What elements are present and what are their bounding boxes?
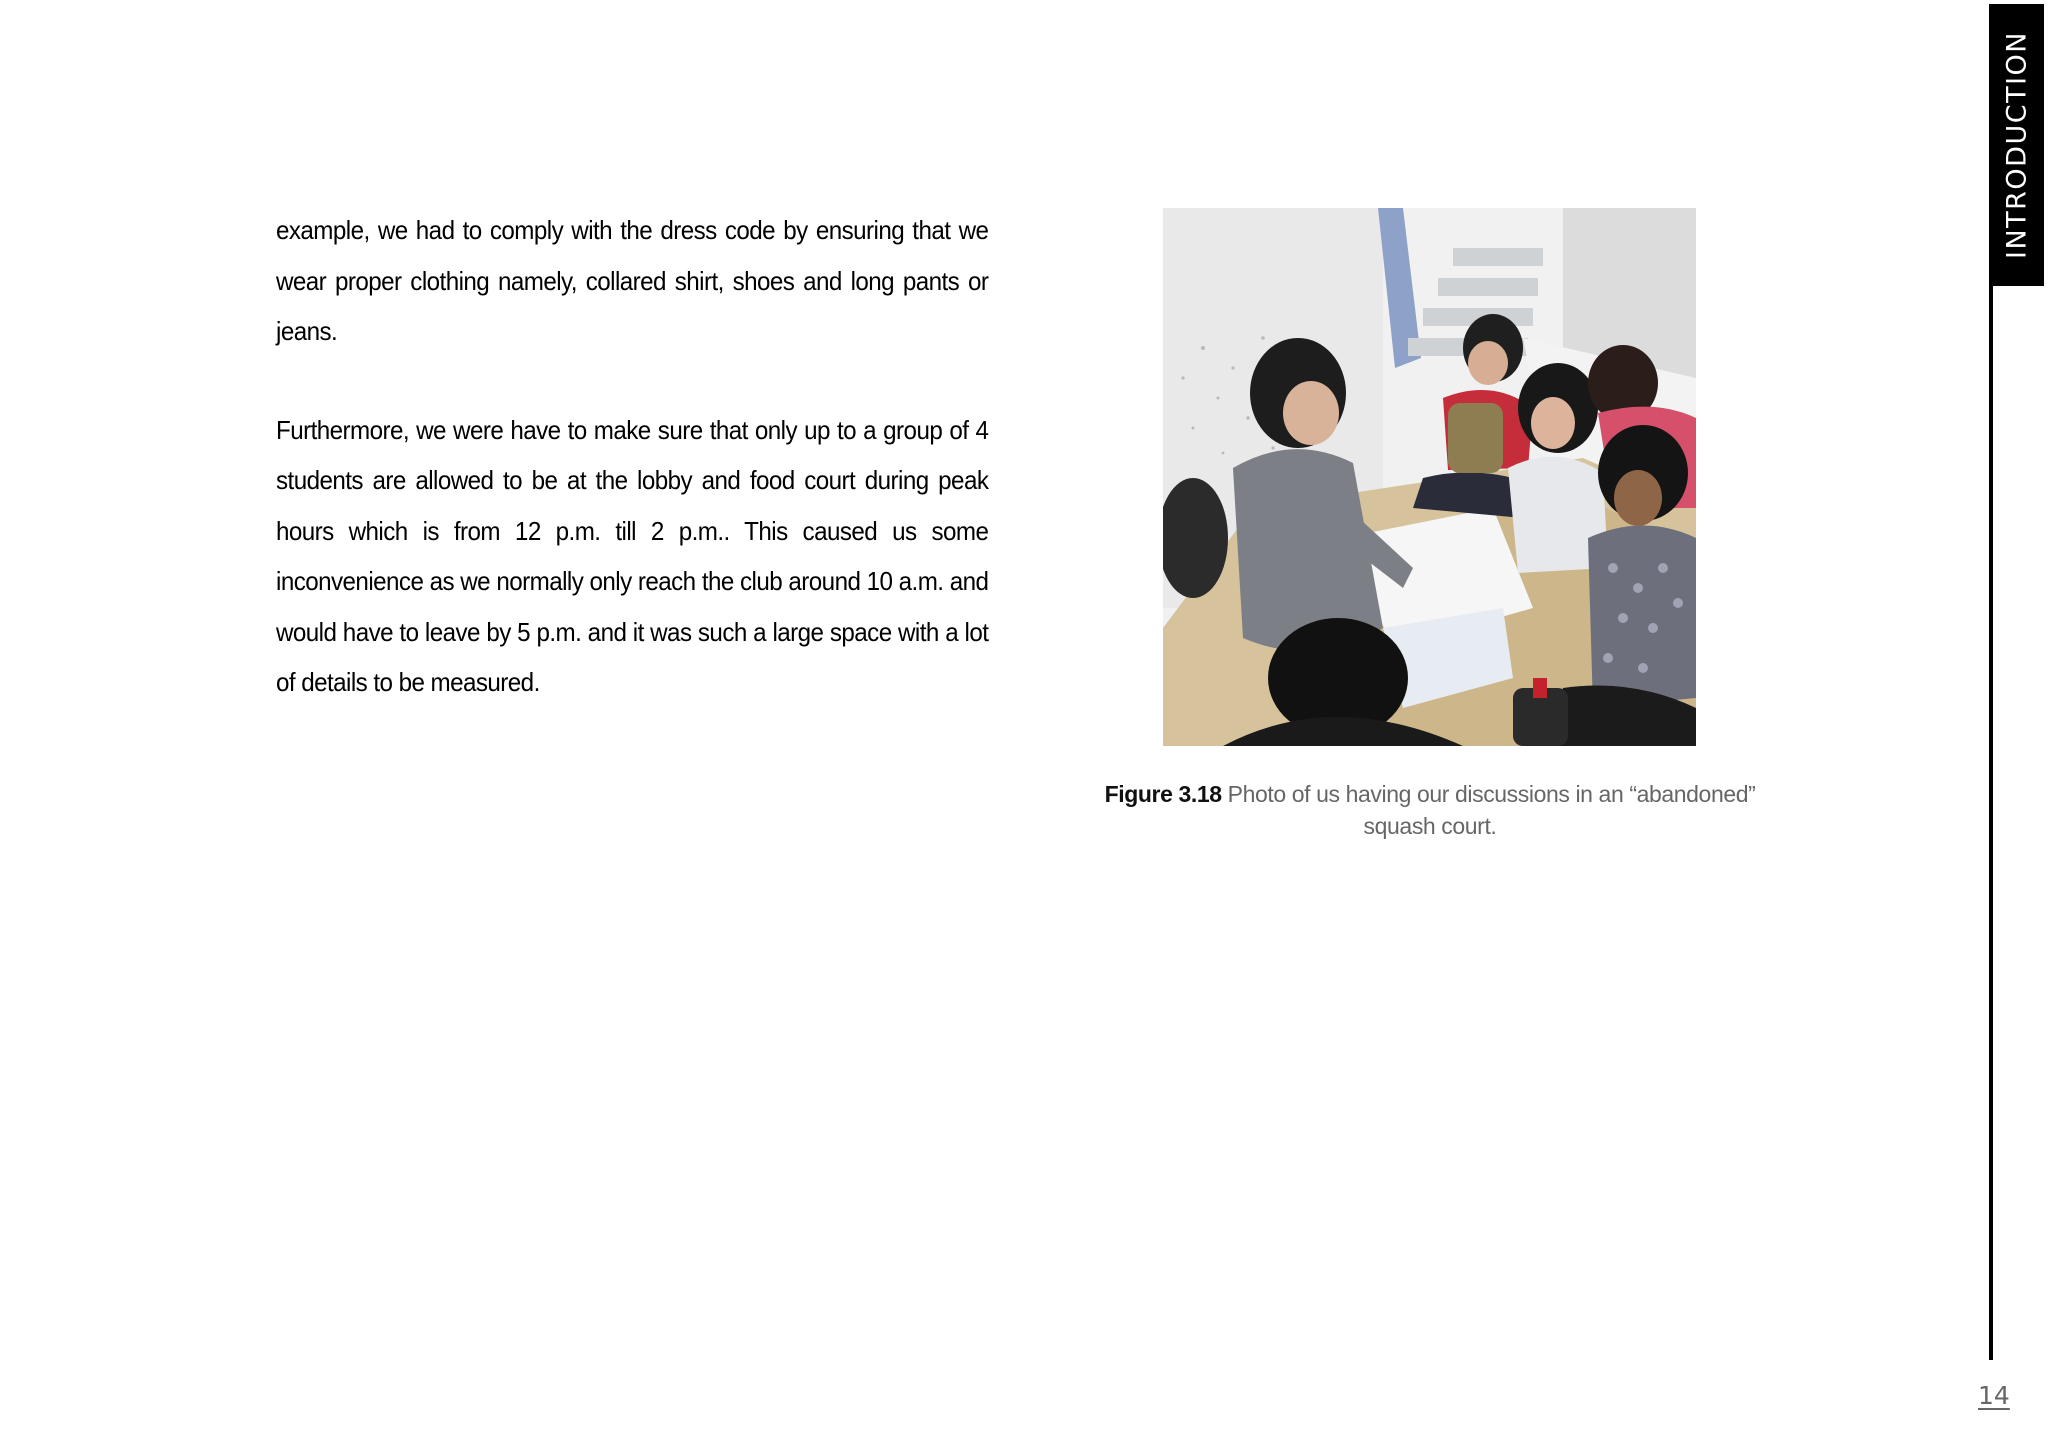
section-side-tab [1989, 4, 2044, 286]
figure-caption-text-line2: squash court. [1363, 813, 1497, 839]
body-paragraph-2: Furthermore, we were have to make sure that only up to a group of 4 students are allowed to be at the lobby and food court during peak hours which is from 12 p.m. till 2 p.m.. This caused us some inconvenience as we normally only reach the club around 10 a.m. and would have to leave by 5 p.m. and it was such a large space with a lot of details to be measured. [276, 414, 989, 697]
figure-caption [1080, 778, 1780, 842]
body-paragraph-1: example, we had to comply with the dress code by ensuring that we wear proper clothing namely, collared shirt, shoes and long pants or jeans. [276, 215, 989, 346]
figure-caption-text-line1: Photo of us having our discussions in an “abandoned” [1221, 781, 1756, 807]
side-vertical-rule [1989, 280, 1993, 1360]
page-number: 14 [1978, 1381, 2010, 1410]
figure-photo [1163, 208, 1696, 746]
figure-label: Figure 3.18 [1104, 781, 1222, 807]
section-side-tab-label: INTRODUCTION [2001, 31, 2032, 259]
body-text-column [276, 205, 988, 708]
